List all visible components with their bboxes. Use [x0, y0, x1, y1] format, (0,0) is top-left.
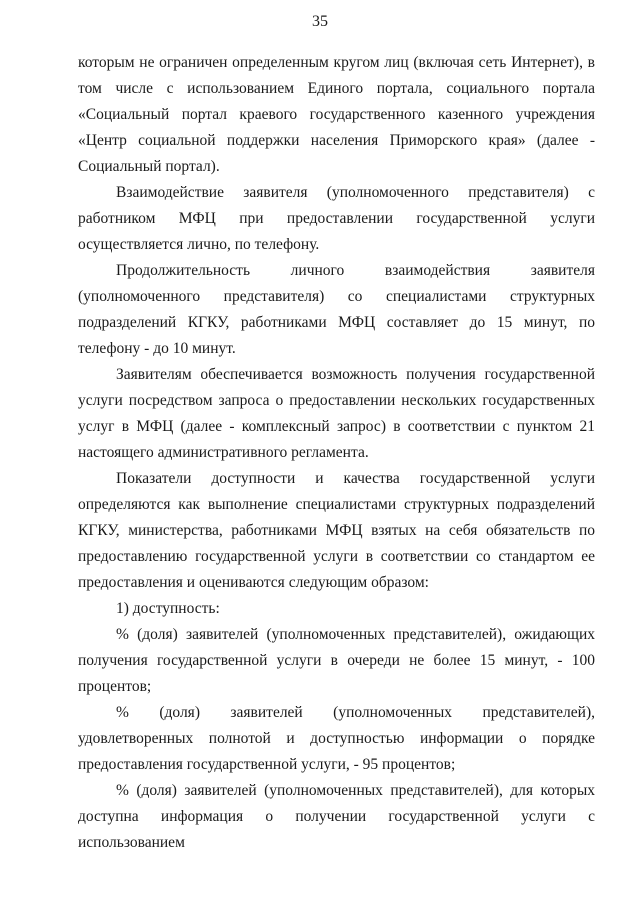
list-item-online-availability: % (доля) заявителей (уполномоченных представителей), для которых доступна информация о получении государственной услуги с использованием	[78, 782, 595, 851]
list-item-information-satisfaction: % (доля) заявителей (уполномоченных представителей), удовлетворенных полнотой и доступностью информации о порядке предоставления государственной услуги, - 95 процентов;	[78, 704, 595, 773]
list-item-queue-wait: % (доля) заявителей (уполномоченных представителей), ожидающих получения государственной услуги в очереди не более 15 минут, - 100 процентов;	[78, 626, 595, 695]
page-number: 35	[312, 13, 328, 30]
paragraph-portal-continuation: которым не ограничен определенным кругом лиц (включая сеть Интернет), в том числе с использованием Единого портала, социального портала «Социальный портал краевого государственного казенного учреждения «Центр социальной поддержки населения Приморского края» (далее - Социальный портал).	[78, 54, 595, 175]
paragraph-quality-indicators: Показатели доступности и качества государственной услуги определяются как выполнение специалистами структурных подразделений КГКУ, министерства, работниками МФЦ взятых на себя обязательств по предоставлению государственной услуги в соответствии со стандартом ее предоставления и оцениваются следующим образом:	[78, 470, 595, 591]
paragraph-interaction-duration: Продолжительность личного взаимодействия заявителя (уполномоченного представителя) со специалистами структурных подразделений КГКУ, работниками МФЦ составляет до 15 минут, по телефону - до 10 минут.	[78, 262, 595, 357]
paragraph-interaction-mfc: Взаимодействие заявителя (уполномоченного представителя) с работником МФЦ при предоставлении государственной услуги осуществляется лично, по телефону.	[78, 184, 595, 253]
paragraph-complex-request: Заявителям обеспечивается возможность получения государственной услуги посредством запроса о предоставлении нескольких государственных услуг в МФЦ (далее - комплексный запрос) в соответствии с пунктом 21 настоящего административного регламента.	[78, 366, 595, 461]
document-body	[78, 50, 595, 856]
list-item-accessibility-heading: 1) доступность:	[116, 600, 220, 617]
